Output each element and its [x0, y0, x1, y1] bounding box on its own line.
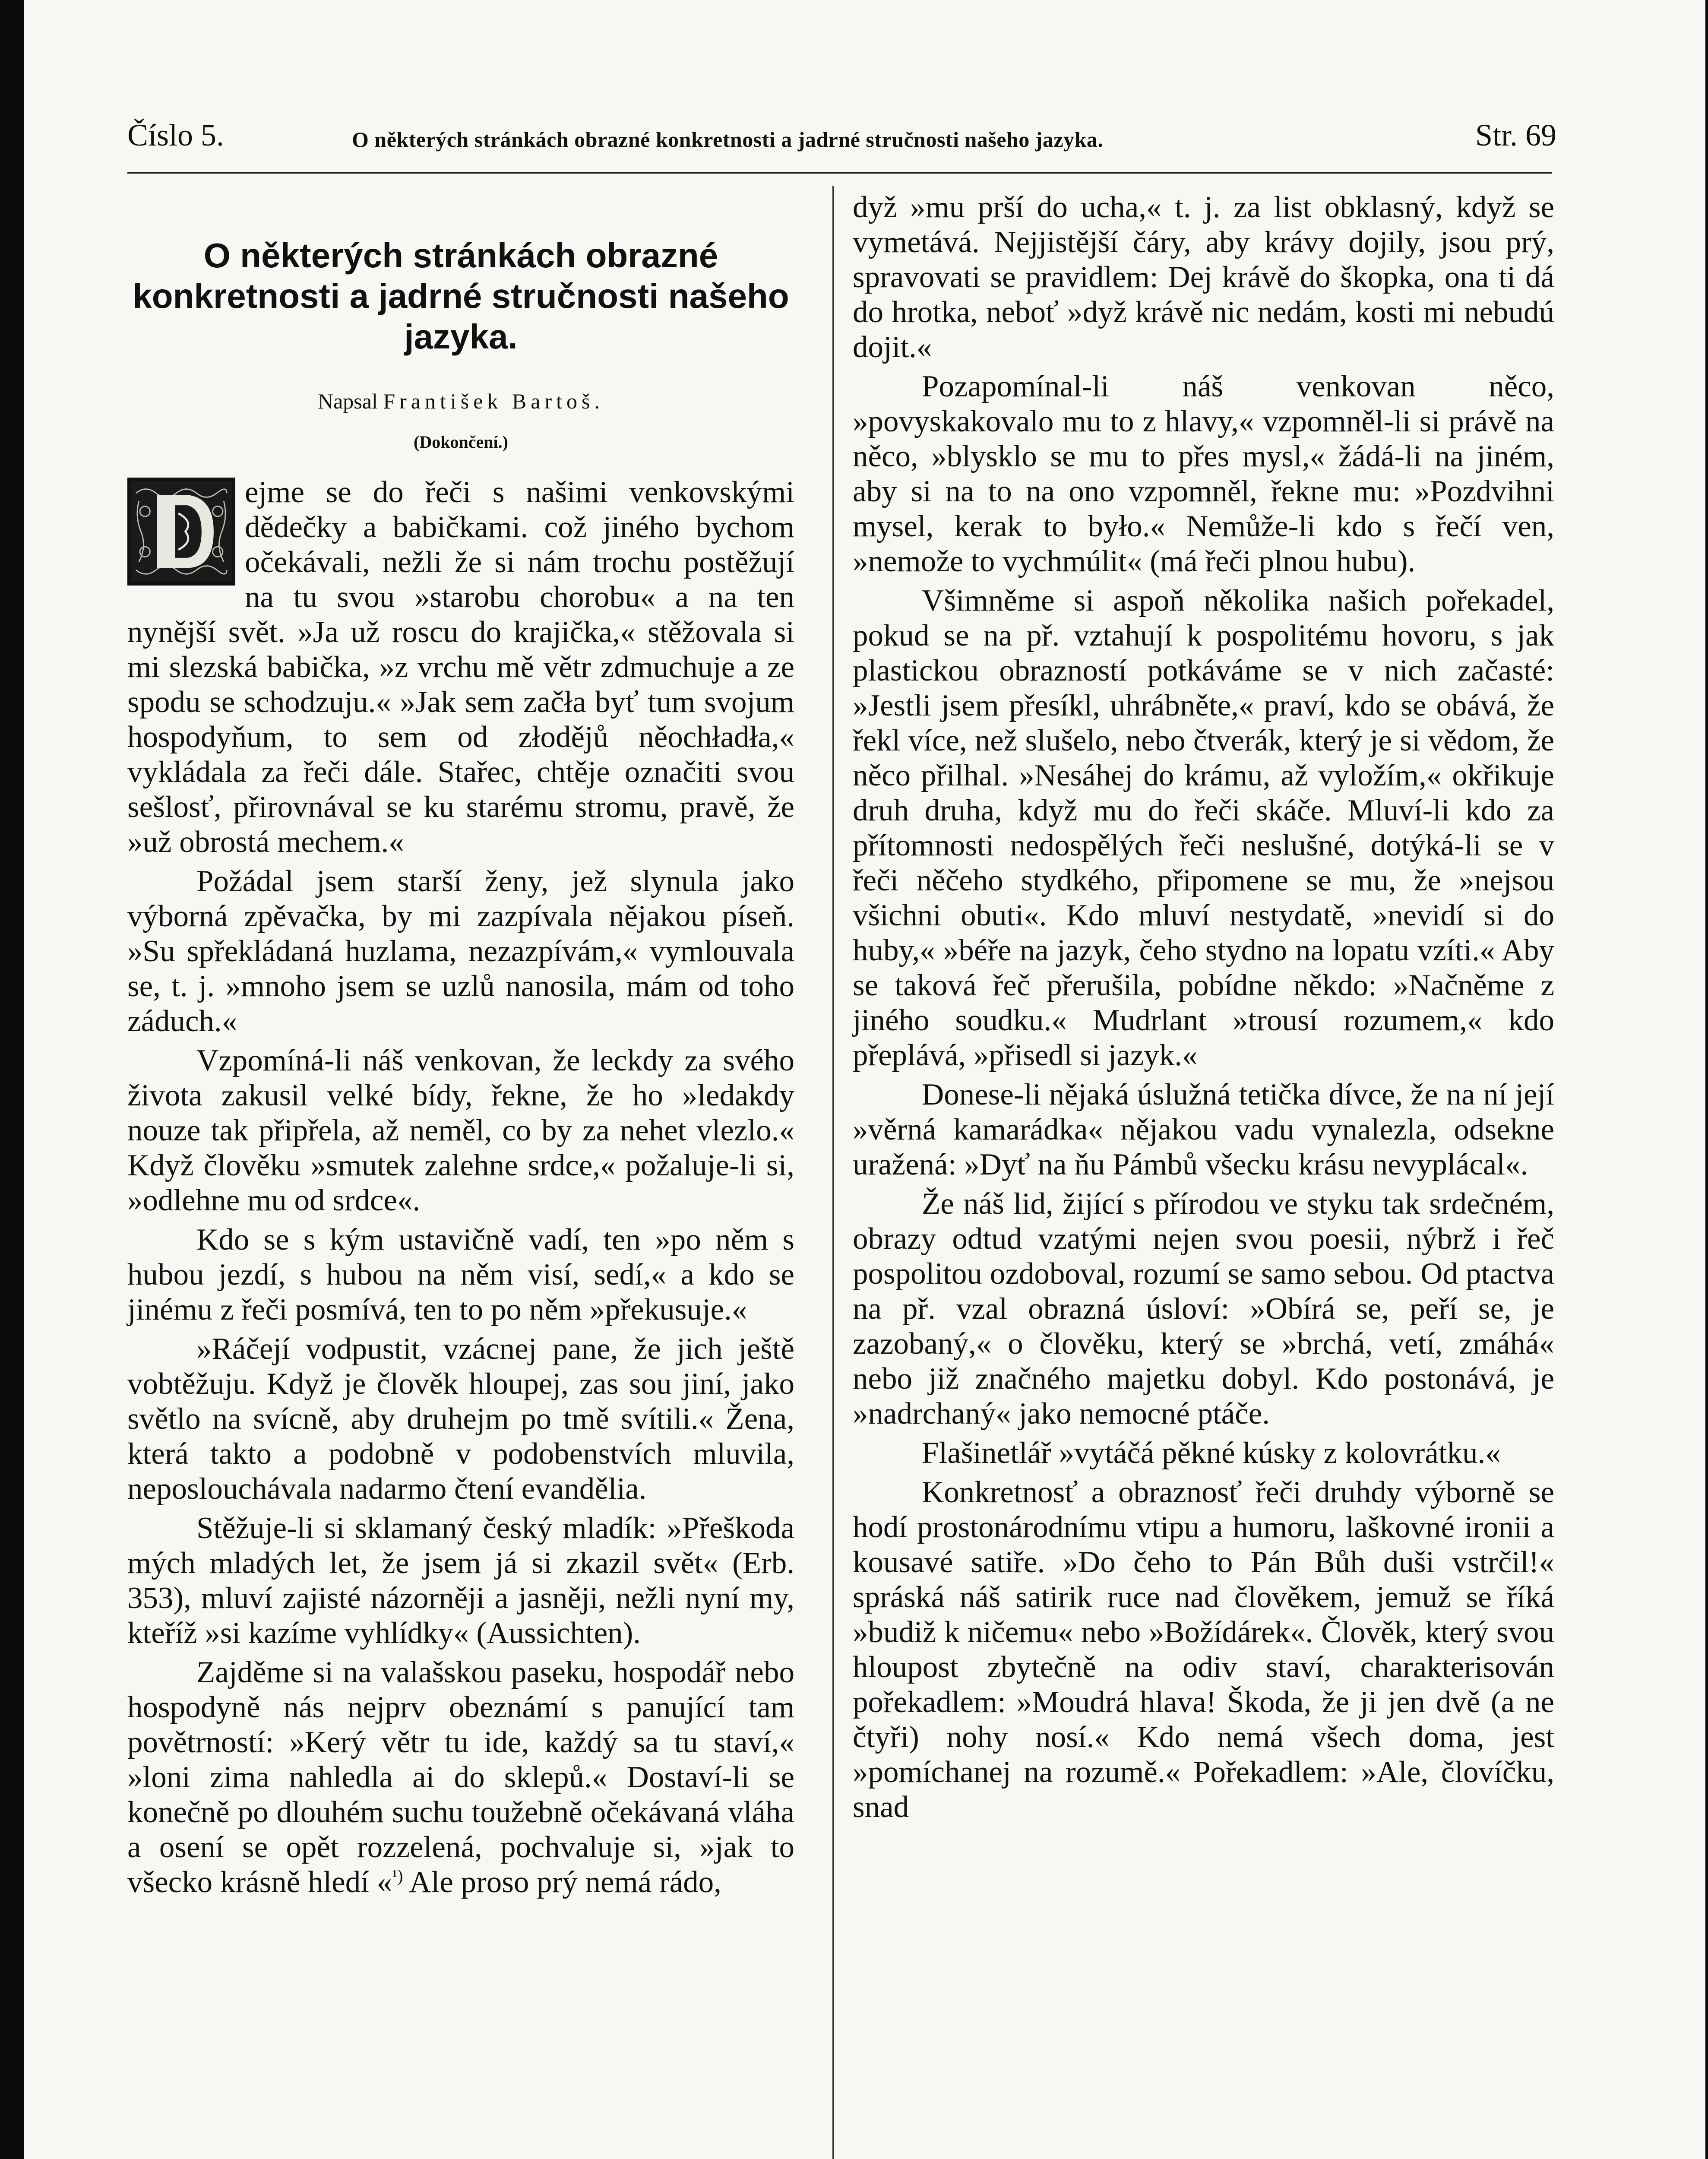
author-name: František Bartoš. — [383, 389, 604, 413]
paragraph — [127, 475, 794, 860]
paragraph — [127, 1655, 794, 1900]
paragraph: Konkretnosť a obraznosť řeči druhdy výborně se hodí prostonárodnímu vtipu a humoru, laškovné ironii a kousavé satiře. »Do čeho to Pán Bůh duši vstrčil!« spráská náš satirik ruce nad člověkem, jemuž se říká »budiž k ničemu« nebo »Božídárek«. Člověk, který svou hloupost zbytečně na odiv staví, charakterisován pořekadlem: »Moudrá hlava! Škoda, že ji jen dvě (a ne čtyři) nohy nosí.« Kdo nemá všech doma, jest »pomíchanej na rozumě.« Pořekadlem: »Ale, človíčku, snad — [853, 1475, 1554, 1824]
paragraph: Že náš lid, žijící s přírodou ve styku tak srdečném, obrazy odtud vzatými nejen svou poesii, nýbrž i řeč pospolitou ozdoboval, rozumí se samo sebou. Od ptactva na př. vzal obrazná úsloví: »Obírá se, peří se, je zazobaný,« o člověku, který se »brchá, vetí, zmáhá« nebo již značného majetku dobyl. Kdo postonává, je »nadrchaný« jako nemocné ptáče. — [853, 1187, 1554, 1431]
header-rule — [127, 172, 1552, 174]
continuation-note: (Dokončení.) — [414, 432, 508, 452]
running-title: O některých stránkách obrazné konkretnosti a jadrné stručnosti našeho jazyka. — [352, 127, 1104, 152]
paragraph: Kdo se s kým ustavičně vadí, ten »po něm s hubou jezdí, s hubou na něm visí, sedí,« a kdo se jinému z řeči posmívá, ten to po něm »překusuje.« — [127, 1223, 794, 1326]
paragraph-text: Zajděme si na valašskou paseku, hospodář nebo hospodyně nás nejprv obeznámí s panující tam povětrností: »Kerý větr tu ide, každý sa tu staví,« »loni zima nahledla ai do sklepů.« Dostaví-li se konečně po dlouhém suchu toužebně očekávaná vláha a osení se opět rozzelená, pochvaluje si, »jak to všecko krásně hledí « — [127, 1656, 794, 1899]
paragraph: »Ráčejí vodpustit, vzácnej pane, že jich ještě vobtěžuju. Když je člověk hloupej, zas sou jiní, jako světlo na svícně, aby druhejm po tmě svítili.« Žena, která takto a podobně v podobenstvích mluvila, neposlouchávala nadarmo čtení evandělia. — [127, 1332, 794, 1506]
paragraph: Všimněme si aspoň několika našich pořekadel, pokud se na př. vztahují k pospolitému hovoru, s jak plastickou obrazností potkáváme se v nich začasté: »Jestli jsem přesíkl, uhrábněte,« praví, kdo se obává, že řekl více, než slušelo, nebo čtverák, který je si vědom, že něco přilhal. »Nesáhej do krámu, až vyložím,« okřikuje druh druha, když mu do řeči skáče. Mluví-li kdo za přítomnosti nedospělých řeči neslušné, dotýká-li se v řeči něčeho stydkého, připomene se mu, že »nejsou všichni obuti«. Kdo mluví nestydatě, »nevidí si do huby,« »béře na jazyk, čeho stydno na lopatu vzíti.« Aby se taková řeč přerušila, pobídne někdo: »Načněme z jiného soudku.« Mudrlant »trousí rozumem,« kdo přeplává, »přisedl si jazyk.« — [853, 584, 1554, 1072]
paragraph: Donese-li nějaká úslužná tetička dívce, že na ní její »věrná kamarádka« nějakou vadu vynalezla, odsekne uražená: »Dyť na ňu Pámbů všecku krásu nevyplácal«. — [853, 1078, 1554, 1181]
paragraph: Požádal jsem starší ženy, jež slynula jako výborná zpěvačka, by mi zazpívala nějakou píseň. »Su spřekládaná huzlama, nezazpívám,« vymlouvala se, t. j. »mnoho jsem se uzlů nanosila, mám od toho záduch.« — [127, 864, 794, 1038]
column-divider — [832, 186, 834, 2159]
paragraph: Vzpomíná-li náš venkovan, že leckdy za svého života zakusil velké bídy, řekne, že ho »ledakdy nouze tak připřela, až neměl, co by za nehet vlezlo.« Když člověku »smutek zalehne srdce,« požaluje-li si, »odlehne mu od srdce«. — [127, 1044, 794, 1217]
page — [24, 0, 1705, 2159]
article-title: O některých stránkách obrazné konkretnosti a jadrné stručnosti našeho jazyka. — [133, 236, 789, 356]
page-number: Str. 69 — [1475, 118, 1556, 152]
byline — [127, 389, 794, 414]
paragraph-text-end: Ale proso prý nemá rádo, — [403, 1865, 721, 1899]
running-header — [127, 117, 1556, 169]
decorated-initial-d-icon — [127, 478, 235, 586]
paragraph: Stěžuje-li si sklamaný český mladík: »Přeškoda mých mladých let, že jsem já si zkazil svět« (Erb. 353), mluví zajisté názorněji a jasněji, nežli nyní my, kteříž »si kazíme vyhlídky« (Aussichten). — [127, 1511, 794, 1650]
paragraph: Flašinetlář »vytáčá pěkné kúsky z kolovrátku.« — [922, 1436, 1501, 1470]
paragraph: Pozapomínal-li náš venkovan něco, »povyskakovalo mu to z hlavy,« vzpomněl-li si právě na něco, »blysklo se mu to přes mysl,« žádá-li na jiném, aby si na to na ono vzpomněl, řekne mu: »Pozdvihni mysel, kerak to było.« Nemůže-li kdo s řečí ven, »nemože to vychmúlit« (má řeči plnou hubu). — [853, 370, 1554, 578]
footnote-reference[interactable]: ¹) — [392, 1866, 403, 1886]
left-column — [127, 475, 794, 1900]
paragraph-text: ejme se do řeči s našimi venkovskými dědečky a babičkami. což jiného bychom očekávali, nežli že si nám trochu postěžují na tu svou »starobu chorobu« a na ten nynější svět. »Ja už roscu do krajička,« stěžovala si mi slezská babička, »z vrchu mě větr zdmuchuje a ze spodu se schodzuju.« »Jak sem začła byť tum svojum hospodyňum, to sem od złodějů něochładła,« vykládala za řeči dále. Stařec, chtěje označiti svou sešlosť, přirovnával se ku starému stromu, pravě, že »už obrostá mechem.« — [127, 475, 794, 859]
byline-prefix: Napsal — [318, 389, 378, 413]
right-column — [853, 190, 1554, 1825]
issue-number: Číslo 5. — [127, 118, 225, 152]
paragraph: dyž »mu prší do ucha,« t. j. za list obklasný, když se vymetává. Nejjistější čáry, aby krávy dojily, jsou prý, spravovati se pravidlem: Dej krávě do škopka, ona ti dá do hrotka, neboť »dyž krávě nic nedám, kosti mi nebudú dojit.« — [853, 190, 1554, 364]
